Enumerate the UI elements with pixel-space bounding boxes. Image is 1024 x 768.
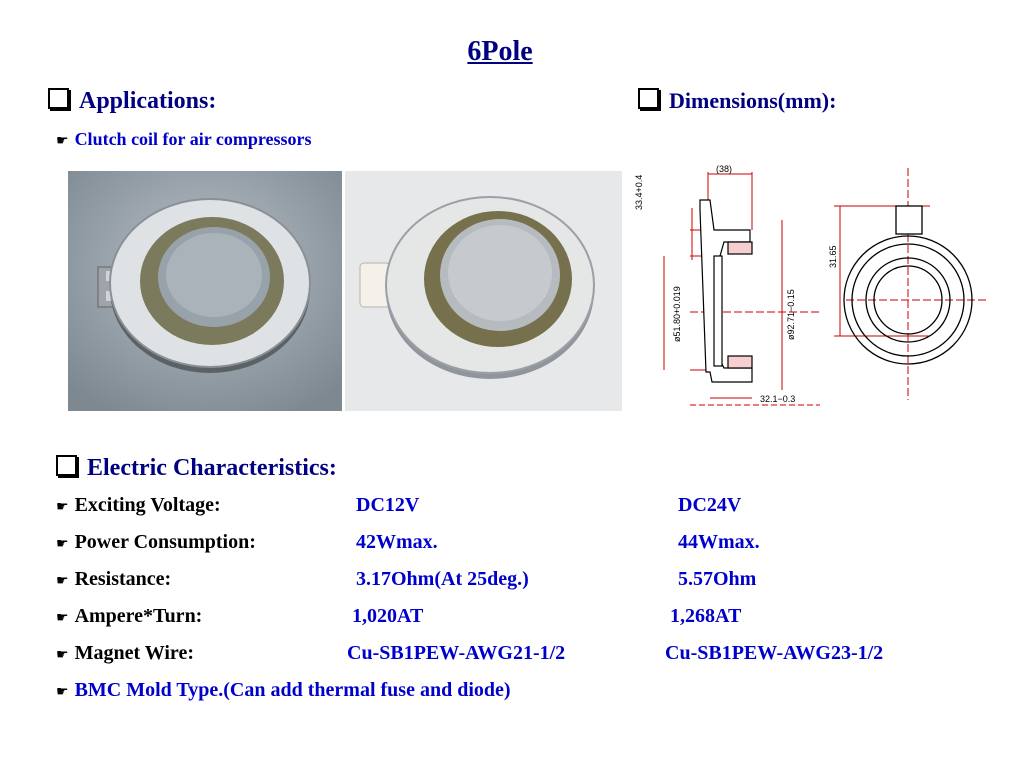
- dimensions-heading-text: Dimensions(mm):: [669, 88, 837, 113]
- checkbox-icon: [56, 455, 77, 476]
- pointer-bullet-icon: ☛: [56, 574, 69, 589]
- dim-outer-dia: ø92.71−0.15: [786, 289, 796, 340]
- row-value-12v: 1,020AT: [352, 605, 424, 627]
- dim-width-top: (38): [716, 164, 733, 174]
- checkbox-icon: [638, 88, 659, 109]
- pointer-bullet-icon: ☛: [56, 648, 69, 663]
- row-value-12v: 42Wmax.: [356, 531, 438, 553]
- row-value-24v: DC24V: [678, 494, 742, 516]
- dim-bottom: 32.1−0.3: [760, 394, 796, 404]
- row-label: Resistance:: [74, 568, 172, 590]
- row-value-12v: Cu-SB1PEW-AWG21-1/2: [347, 642, 566, 664]
- row-value-24v: 5.57Ohm: [678, 568, 757, 590]
- row-label: Magnet Wire:: [74, 642, 194, 664]
- dimension-drawing: [630, 160, 1000, 410]
- dim-inner-dia: ø51.80+0.019: [672, 286, 682, 342]
- electric-row: [56, 568, 171, 591]
- dimensions-heading: [638, 88, 836, 114]
- electric-heading: [56, 455, 337, 482]
- electric-row: [56, 605, 202, 628]
- pointer-bullet-icon: ☛: [56, 537, 69, 552]
- applications-item-text: Clutch coil for air compressors: [74, 129, 312, 149]
- pointer-bullet-icon: ☛: [56, 611, 69, 626]
- pointer-bullet-icon: ☛: [56, 134, 69, 149]
- row-value-24v: Cu-SB1PEW-AWG23-1/2: [665, 642, 884, 664]
- bmc-note-text: BMC Mold Type.(Can add thermal fuse and diode): [74, 679, 511, 701]
- row-value-24v: 44Wmax.: [678, 531, 760, 553]
- page-title: 6Pole: [467, 36, 533, 67]
- bmc-note: [56, 679, 511, 702]
- row-value-24v: 1,268AT: [670, 605, 742, 627]
- coil-photos: [68, 171, 622, 411]
- row-value-12v: 3.17Ohm(At 25deg.): [356, 568, 529, 590]
- pointer-bullet-icon: ☛: [56, 685, 69, 700]
- applications-heading: [48, 88, 216, 115]
- electric-row: [56, 642, 194, 665]
- row-label: Ampere*Turn:: [74, 605, 203, 627]
- electric-row: [56, 494, 221, 517]
- pointer-bullet-icon: ☛: [56, 500, 69, 515]
- row-value-12v: DC12V: [356, 494, 420, 516]
- row-label: Power Consumption:: [74, 531, 256, 553]
- row-label: Exciting Voltage:: [74, 494, 221, 516]
- checkbox-icon: [48, 88, 69, 109]
- applications-item: [56, 129, 312, 150]
- dim-height-left: 33.4+0.4: [634, 174, 644, 210]
- electric-heading-text: Electric Characteristics:: [87, 455, 337, 481]
- electric-row: [56, 531, 256, 554]
- dim-side: 31.65: [828, 245, 838, 268]
- applications-heading-text: Applications:: [79, 88, 217, 114]
